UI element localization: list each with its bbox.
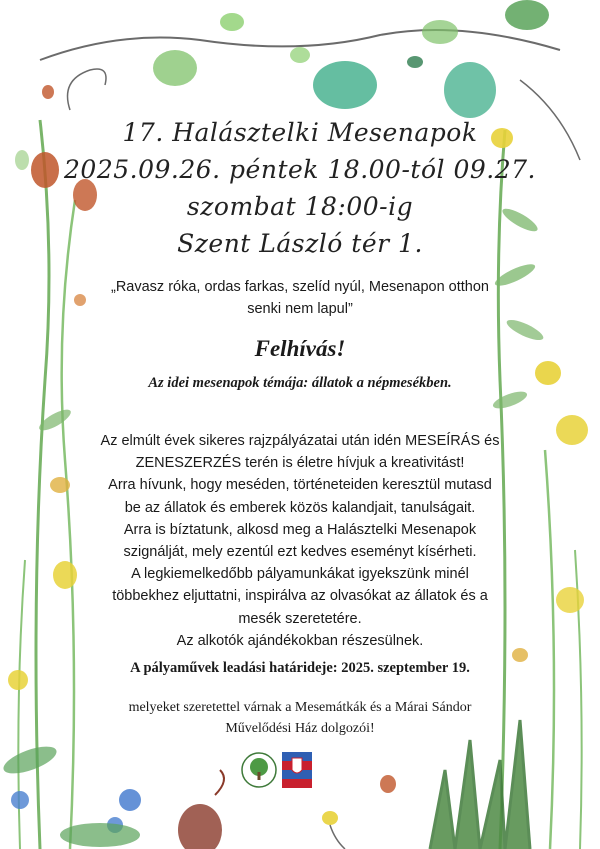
body-line: Arra hívunk, hogy meséden, történeteiden keresztül mutasd xyxy=(108,477,492,494)
body-text xyxy=(88,430,512,652)
event-location: Szent László tér 1. xyxy=(177,229,423,258)
headline: Felhívás! xyxy=(254,336,346,361)
coat-of-arms-flag xyxy=(282,752,312,788)
event-date-start: 2025.09.26. péntek 18.00-tól 09.27. xyxy=(64,155,536,184)
body-line: többekhez eljuttatni, inspirálva az olvasókat az állatok és a xyxy=(112,588,488,605)
motto-quote xyxy=(90,276,510,320)
body-line: A legkiemelkedőbb pályamunkákat igyekszünk minél xyxy=(131,566,469,583)
body-line: szignálját, mely ezentúl ezt kedves eseményt kísérheti. xyxy=(123,544,477,561)
body-line: Arra is bíztatunk, alkosd meg a Halásztelki Mesenapok xyxy=(123,521,477,538)
quote-line: senki nem lapul” xyxy=(247,301,353,317)
body-line: be az állatok és emberek közös kalandjait, tanulságait. xyxy=(124,499,476,516)
quote-line: „Ravasz róka, ordas farkas, szelíd nyúl, Mesenapon otthon xyxy=(111,279,489,295)
body-line: mesék szeretetére. xyxy=(238,610,362,627)
tree-logo xyxy=(241,752,277,788)
closing-line: melyeket szeretettel várnak a Mesemátkák és a Márai Sándor xyxy=(128,700,472,715)
body-line: Az elmúlt évek sikeres rajzpályázatai után idén MESEÍRÁS és xyxy=(100,433,500,449)
event-title: 17. Halásztelki Mesenapok xyxy=(122,118,478,147)
deadline: A pályaművek leadási határideje: 2025. szeptember 19. xyxy=(130,660,470,676)
event-date-end: szombat 18:00-ig xyxy=(186,192,414,221)
body-line: Az alkotók ajándékokban részesülnek. xyxy=(176,632,424,649)
body-line: ZENESZERZÉS terén is életre hívjuk a kreativitást! xyxy=(135,455,465,472)
closing-line: Művelődési Ház dolgozói! xyxy=(225,721,375,736)
theme-line: Az idei mesenapok témája: állatok a népmesékben. xyxy=(148,375,452,391)
closing-text xyxy=(90,697,510,739)
